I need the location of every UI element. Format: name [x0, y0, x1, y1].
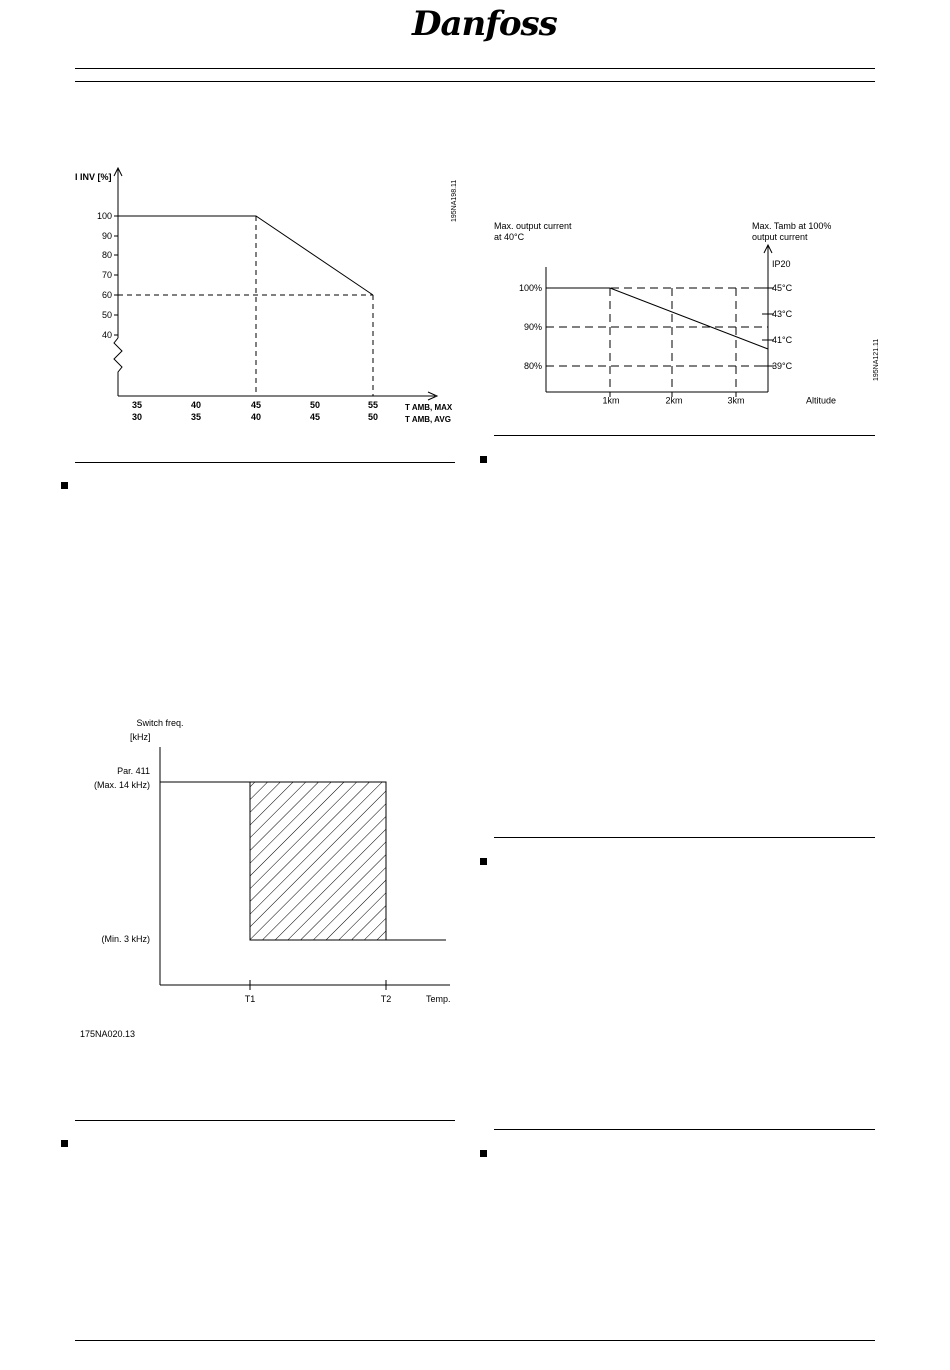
chart1-derating-line [118, 216, 373, 295]
chart1-xtick-avg: 50 [367, 412, 379, 422]
chart2-right-tick: 43°C [772, 309, 793, 319]
chart3-ylabel: [kHz] [130, 732, 151, 742]
danfoss-logo: Danfoss [412, 4, 557, 44]
chart1-xtick-max: 40 [190, 400, 202, 410]
chart1-xlabel-avg: T AMB, AVG [405, 415, 451, 424]
temperature-derating-chart [60, 160, 470, 435]
section-rule [494, 1129, 875, 1130]
chart1-ytick: 90 [101, 231, 112, 241]
section-bullet [61, 482, 68, 489]
chart2-right-tick: 39°C [772, 361, 793, 371]
chart3-y-label-min: (Min. 3 kHz) [101, 934, 150, 944]
chart2-ylabel-left: Max. output current [494, 221, 572, 231]
chart3-hatched-region [250, 782, 386, 940]
chart1-xtick-max: 45 [250, 400, 262, 410]
chart2-xtick: 3km [727, 395, 745, 406]
chart1-xtick-avg: 45 [309, 412, 321, 422]
chart1-xtick-max: 50 [309, 400, 321, 410]
header-rule-2 [75, 81, 875, 82]
chart2-xtick: 2km [665, 395, 683, 406]
chart3-y-label-par: Par. 411 [117, 766, 150, 776]
chart3-y-label-max: (Max. 14 kHz) [93, 780, 150, 790]
chart1-ytick: 40 [101, 330, 112, 340]
chart2-ylabel-left: at 40°C [494, 232, 525, 242]
header-rule [75, 68, 875, 69]
chart2-xtick: 1km [602, 395, 620, 406]
chart2-right-tick: 45°C [772, 283, 793, 293]
section-bullet [480, 1150, 487, 1157]
chart1-ylabel: I INV [%] [75, 172, 112, 182]
chart1-ref-code: 195NA198.11 [451, 179, 458, 222]
footer-rule [75, 1340, 875, 1341]
chart1-ytick: 80 [101, 250, 112, 260]
chart1-xtick-avg: 35 [190, 412, 202, 422]
chart2-left-tick: 100% [518, 283, 542, 293]
section-rule [75, 1120, 455, 1121]
altitude-derating-chart [490, 215, 880, 410]
chart1-xtick-max: 55 [367, 400, 379, 410]
chart2-xlabel: Altitude [805, 395, 837, 406]
chart2-derating-line [546, 288, 768, 349]
chart1-xlabel-max: T AMB, MAX [405, 403, 453, 412]
chart2-ylabel-right: Max. Tamb at 100% [752, 221, 832, 231]
chart1-xtick-max: 35 [131, 400, 143, 410]
chart2-left-tick: 90% [523, 322, 542, 332]
chart3-xlabel: Temp. [426, 994, 451, 1004]
switch-frequency-chart [70, 712, 460, 1042]
chart2-ref-code: 195NA121.11 [873, 338, 880, 381]
chart1-ytick: 100 [96, 211, 112, 221]
section-bullet [480, 456, 487, 463]
section-rule [494, 435, 875, 436]
chart3-ref-code: 175NA020.13 [80, 1029, 136, 1039]
section-rule [494, 837, 875, 838]
chart3-ylabel: Switch freq. [136, 718, 184, 728]
chart2-left-tick: 80% [523, 361, 542, 371]
section-rule [75, 462, 455, 463]
chart3-xtick-t1: T1 [244, 994, 256, 1004]
chart1-ytick: 50 [101, 310, 112, 320]
chart1-xtick-avg: 30 [131, 412, 143, 422]
chart1-ytick: 70 [101, 270, 112, 280]
section-bullet [480, 858, 487, 865]
chart2-right-tick: 41°C [772, 335, 793, 345]
chart1-xtick-avg: 40 [250, 412, 262, 422]
chart1-ytick: 60 [101, 290, 112, 300]
chart2-ip-label: IP20 [772, 259, 791, 269]
chart3-xtick-t2: T2 [380, 994, 392, 1004]
chart2-ylabel-right: output current [752, 232, 808, 242]
section-bullet [61, 1140, 68, 1147]
